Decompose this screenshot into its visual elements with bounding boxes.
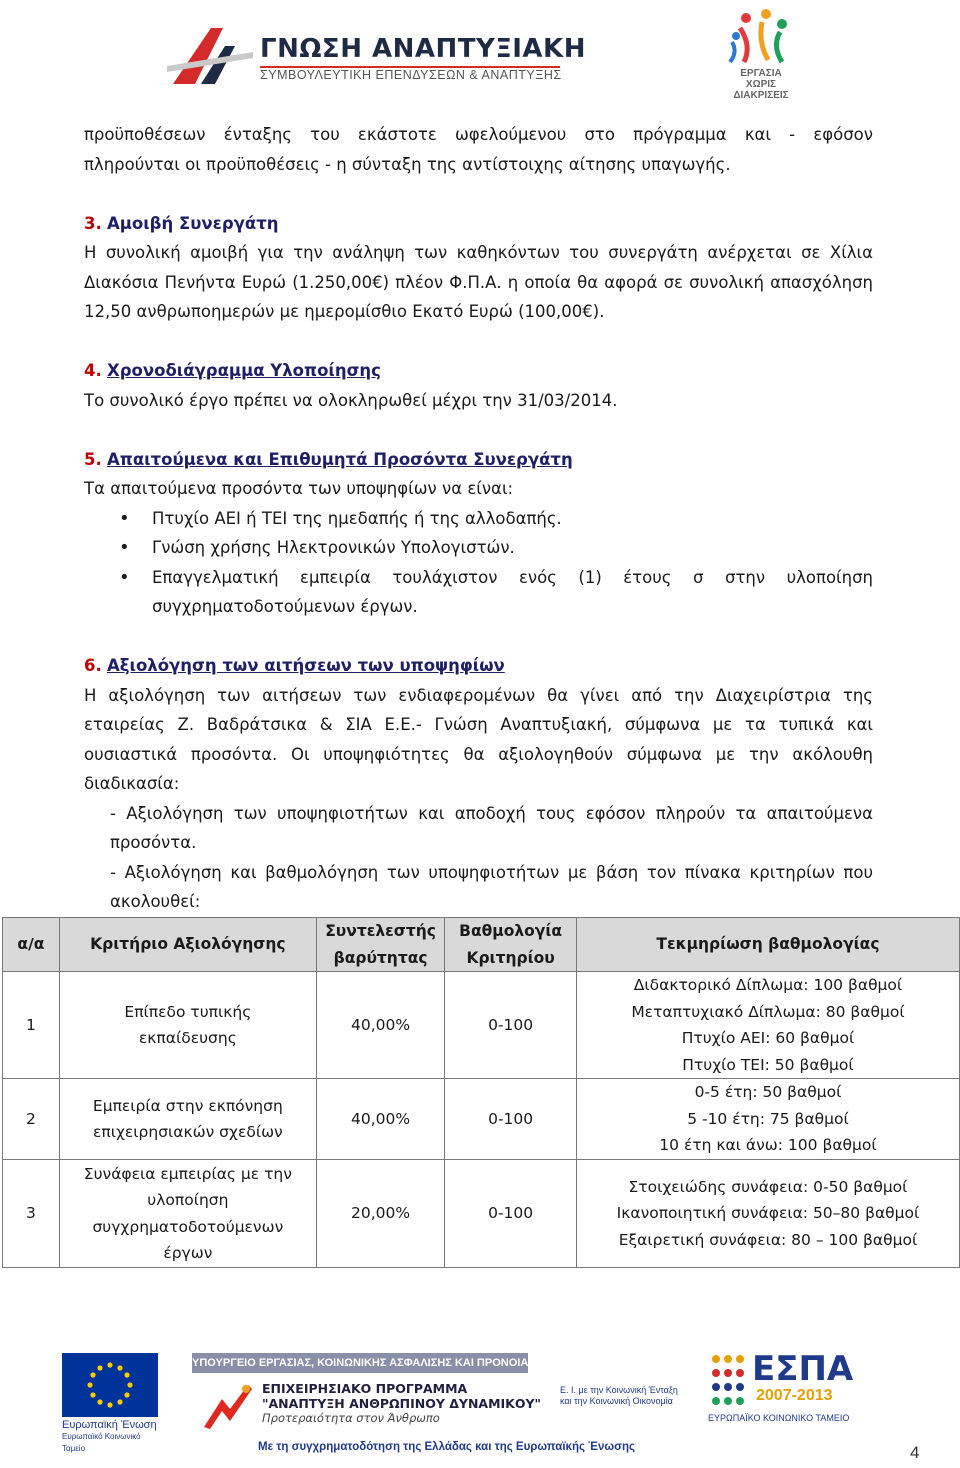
- section-3-heading: [84, 209, 873, 239]
- cell-criterion: Συνάφεια εμπειρίας με την υλοποίηση συγχρηματοδοτούμενων έργων: [59, 1160, 316, 1268]
- section-6-title: Αξιολόγηση των αιτήσεων των υποψηφίων: [107, 656, 505, 675]
- list-item: • Πτυχίο ΑΕΙ ή ΤΕΙ της ημεδαπής ή της αλλοδαπής.: [152, 504, 873, 534]
- section-4-heading: [84, 356, 873, 386]
- page-header: [0, 0, 960, 112]
- logo-line-1: ΕΡΓΑΣΙΑ: [740, 68, 782, 79]
- eu-flag-logo: [62, 1353, 158, 1417]
- cell-aa: 1: [3, 972, 60, 1079]
- table-row: [3, 1160, 960, 1268]
- section-6-heading: [84, 651, 873, 681]
- qualifications-list: [84, 504, 873, 622]
- table-row: [3, 972, 960, 1079]
- espa-subtitle: ΕΥΡΩΠΑΪΚΟ ΚΟΙΝΩΝΙΚΟ ΤΑΜΕΙΟ: [708, 1413, 850, 1423]
- cell-weight: 40,00%: [316, 972, 444, 1079]
- espa-title: ΕΣΠΑ: [752, 1349, 854, 1389]
- cell-criterion: Εμπειρία στην εκπόνηση επιχειρησιακών σχεδίων: [59, 1079, 316, 1160]
- espa-dots-icon: [708, 1351, 750, 1409]
- section-6-number: 6.: [84, 656, 102, 675]
- cell-documentation: 0-5 έτη: 50 βαθμοί 5 -10 έτη: 75 βαθμοί 10 έτη και άνω: 100 βαθμοί: [576, 1079, 959, 1160]
- header-aa: α/α: [3, 918, 60, 972]
- logo-name: ΓΝΩΣΗ ΑΝΑΠΤΥΞΙΑΚΗ: [260, 34, 586, 64]
- state-body-text: Ε. Ι. με την Κοινωνική Ένταξη και την Κοινωνική Οικονομία: [560, 1385, 678, 1406]
- header-weight: Συντελεστής βαρύτητας: [316, 918, 444, 972]
- list-item: • Γνώση χρήσης Ηλεκτρονικών Υπολογιστών.: [152, 533, 873, 563]
- header-documentation: Τεκμηρίωση βαθμολογίας: [576, 918, 959, 972]
- table-header-row: [3, 918, 960, 972]
- people-figures-icon: [722, 6, 800, 66]
- section-4-text: Το συνολικό έργο πρέπει να ολοκληρωθεί μέχρι την 31/03/2014.: [84, 390, 618, 410]
- section-3-text: Η συνολική αμοιβή για την ανάληψη των καθηκόντων του συνεργάτη ανέρχεται σε Χίλια Διακόσια Πενήντα Ευρώ (1.250,00€) πλέον Φ.Π.Α. η οποία θα αφορά σε συνολική απασχόληση 12,50 ανθρωποημερών με ημερομίσθιο Εκατό Ευρώ (100,00€).: [84, 243, 873, 321]
- section-3-title: Αμοιβή Συνεργάτη: [107, 213, 279, 233]
- section-4-number: 4.: [84, 361, 102, 380]
- section-5-number: 5.: [84, 449, 102, 469]
- section-4-title: Χρονοδιάγραμμα Υλοποίησης: [107, 361, 381, 380]
- operational-program-title: ΕΠΙΧΕΙΡΗΣΙΑΚΟ ΠΡΟΓΡΑΜΜΑ "ΑΝΑΠΤΥΞΗ ΑΝΘΡΩΠΙΝΟΥ ΔΥΝΑΜΙΚΟΥ" Προτεραιότητα στον Άνθρωπο: [262, 1381, 542, 1425]
- evaluation-step-1: - Αξιολόγηση των υποψηφιοτήτων και αποδοχή τους εφόσον πληρούν τα απαιτούμενα προσόντα.: [110, 803, 873, 852]
- header-criterion: Κριτήριο Αξιολόγησης: [59, 918, 316, 972]
- ministry-banner: ΥΠΟΥΡΓΕΙΟ ΕΡΓΑΣΙΑΣ, ΚΟΙΝΩΝΙΚΗΣ ΑΣΦΑΛΙΣΗΣ ΚΑΙ ΠΡΟΝΟΙΑΣ: [192, 1353, 528, 1373]
- section-5-intro: Τα απαιτούμενα προσόντα των υποψηφίων να είναι:: [84, 479, 514, 498]
- cell-documentation: Διδακτορικό Δίπλωμα: 100 βαθμοί Μεταπτυχιακό Δίπλωμα: 80 βαθμοί Πτυχίο ΑΕΙ: 60 βαθμοί Πτυχίο ΤΕΙ: 50 βαθμοί: [576, 972, 959, 1079]
- section-5-heading: [84, 445, 873, 475]
- cell-documentation: Στοιχειώδης συνάφεια: 0-50 βαθμοί Ικανοποιητική συνάφεια: 50–80 βαθμοί Εξαιρετική συνάφεια: 80 – 100 βαθμοί: [576, 1160, 959, 1268]
- section-3-number: 3.: [84, 213, 102, 233]
- page-number: 4: [910, 1443, 920, 1462]
- section-6-text: Η αξιολόγηση των αιτήσεων των ενδιαφερομένων θα γίνει από την Διαχειρίστρια της εταιρείας Ζ. Βαδράτσικα & ΣΙΑ Ε.Ε.- Γνώση Αναπτυξιακή, σύμφωνα με τα τυπικά και ουσιαστικά προσόντα. Οι υποψηφιότητες θα αξιολογηθούν σύμφωνα με την ακόλουθη διαδικασία:: [84, 685, 873, 793]
- espa-logo: [708, 1349, 854, 1429]
- eu-label: Ευρωπαϊκή Ένωση Ευρωπαϊκό Κοινωνικό Ταμείο: [62, 1419, 157, 1453]
- logo-line-3: ΔΙΑΚΡΙΣΕΙΣ: [733, 90, 789, 101]
- logo-subtitle: ΣΥΜΒΟΥΛΕΥΤΙΚΗ ΕΠΕΝΔΥΣΕΩΝ & ΑΝΑΠΤΥΞΗΣ: [260, 68, 562, 82]
- program-arrow-icon: [200, 1379, 256, 1431]
- gnosi-anaptyxiaki-logo: [165, 22, 586, 92]
- intro-line-1: προϋποθέσεων ένταξης του εκάστοτε ωφελούμενου στο πρόγραμμα και - εφόσον: [84, 125, 873, 144]
- cell-weight: 40,00%: [316, 1079, 444, 1160]
- cell-score: 0-100: [445, 972, 577, 1079]
- document-body: [84, 120, 873, 917]
- evaluation-step-2: - Αξιολόγηση και βαθμολόγηση των υποψηφιοτήτων με βάση τον πίνακα κριτηρίων που ακολουθεί:: [110, 862, 873, 911]
- logo-mark-icon: [165, 22, 257, 92]
- table-row: [3, 1079, 960, 1160]
- espa-years: 2007-2013: [756, 1387, 833, 1404]
- cell-aa: 2: [3, 1079, 60, 1160]
- section-5-title: Απαιτούμενα και Επιθυμητά Προσόντα Συνεργάτη: [107, 449, 573, 469]
- cell-aa: 3: [3, 1160, 60, 1268]
- logo-line-2: ΧΩΡΙΣ: [745, 79, 777, 90]
- cell-weight: 20,00%: [316, 1160, 444, 1268]
- page-footer: [0, 1345, 960, 1468]
- evaluation-criteria-table: [2, 917, 960, 1268]
- intro-line-2: πληρούνται οι προϋποθέσεις - η σύνταξη της αντίστοιχης αίτησης υπαγωγής.: [84, 154, 731, 174]
- cell-score: 0-100: [445, 1160, 577, 1268]
- header-score: Βαθμολογία Κριτηρίου: [445, 918, 577, 972]
- cell-score: 0-100: [445, 1079, 577, 1160]
- list-item: • Επαγγελματική εμπειρία τουλάχιστον ενός (1) έτους σ στην υλοποίηση συγχρηματοδοτούμενων έργων.: [152, 563, 873, 622]
- cell-criterion: Επίπεδο τυπικής εκπαίδευσης: [59, 972, 316, 1079]
- cofinance-statement: Με τη συγχρηματοδότηση της Ελλάδας και της Ευρωπαϊκής Ένωσης: [258, 1441, 635, 1453]
- ergasia-xoris-diakriseis-logo: [722, 6, 800, 106]
- eu-stars-icon: [62, 1353, 158, 1417]
